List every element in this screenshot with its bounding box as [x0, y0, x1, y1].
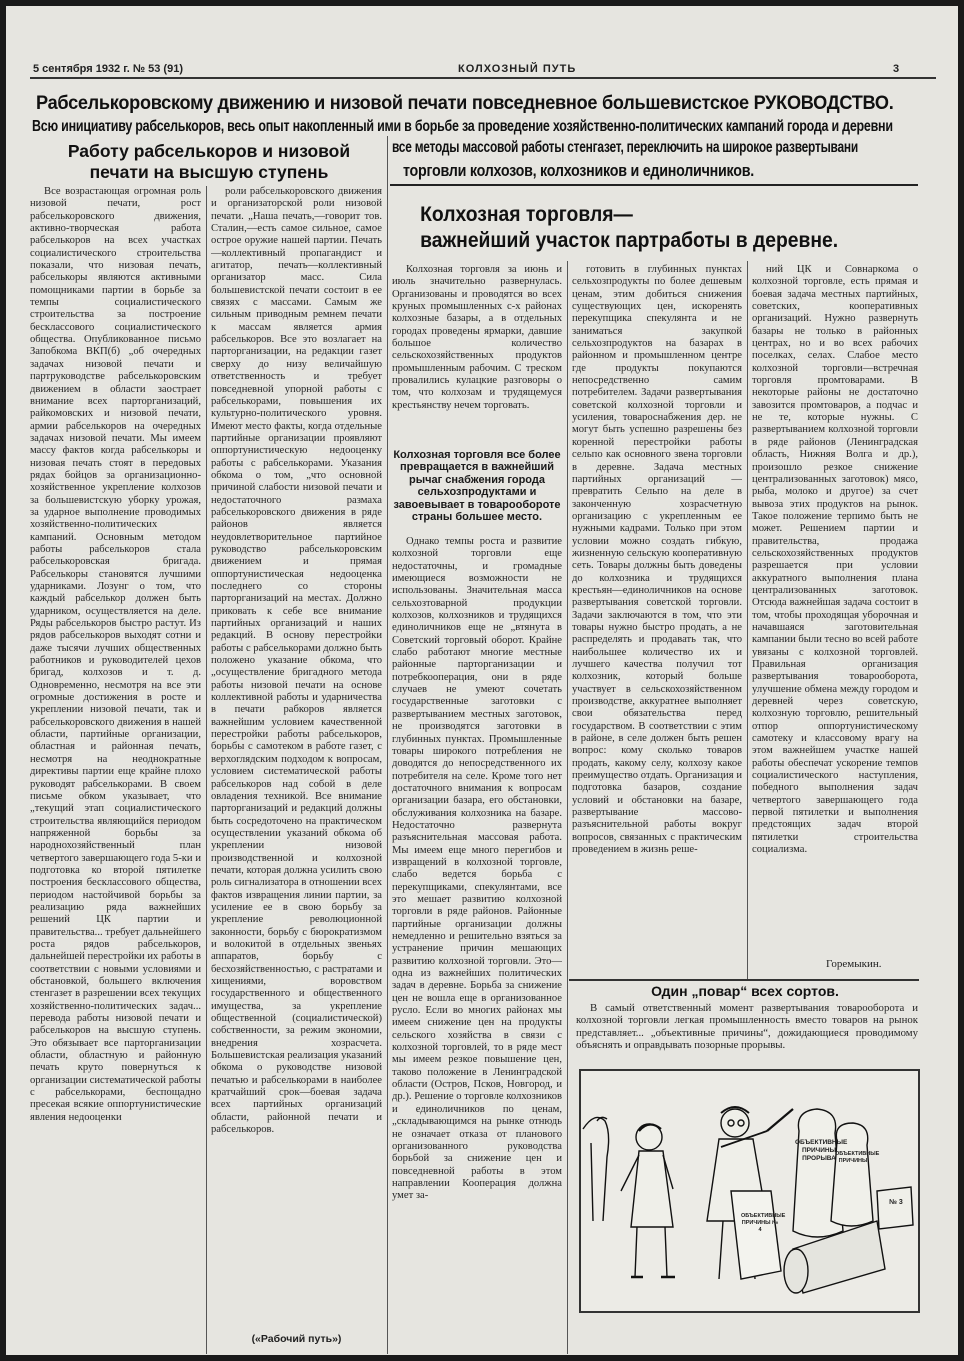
- article3-title: Один „повар“ всех сортов.: [651, 983, 839, 999]
- section-rule: [569, 979, 919, 981]
- cartoon-svg: [581, 1071, 918, 1311]
- article2-title: [398, 202, 876, 254]
- article1-col1-text: Все возрастающая огромная роль низовой печати, рост рабселькоровского движения, активно-творческая работа рабселькоров на всех участках социалистического строительства показали, что низовая печать, рабселькоры являются активными помощниками партии в борьбе за темпы социалистического строительства за построение бесклассового социалистического общества. Опубликованное письмо Запобкома ВКП(б) „об очередных задачах низовой печати и партруководстве рабселькоровским движением в области заострает внимание всех парторганизаций, райкомовских и низовой печати, армии рабселькоров на очередных задачах низовой печати. Мы имеем массу фактов когда рабселькоры и низовая печать стоят в передовых рядах бойцов за организационно-хозяйственное укрепление колхозов за большевистскую уборку урожая, за ударное выполнение проводимых хозяйственно-политических кампаний. Основным методом работы рабселькоров стала рабселькоровская бригада. Рабселькоры становятся лучшими ударниками. Лозунг о том, что каждый рабселькор должен быть ударником, осуществляется на деле. Ряды рабселькоров быстро растут. Из рядов рабселькоров выходят сотни и даже тысячи лучших общественных работников и руководителей цехов бригад, колхозов и т. д. Одновременно, несмотря на все эти огромные достижения в росте и укреплении низовой печати, так и рабселькоровского движения в нашей области, партийные организации, областная и районная печать, несмотря на неоднократные директивы партии еще крайне плохо руководят рабселькорами. В своем письме обком указывает, что „текущий этап социалистического строительства являющийся периодом напряженной борьбы за народнохозяйственный план четвертого завершающего года 5-ки и подготовка ко второй пятилетке построения бесклассового общества, периодом настойчивой борьбы за реализацию ряда важнейших решений ЦК партии и правительства... требует дальнейшего роста рядов рабселькоров, дальнейшей перестройки их работы в соответствии с новыми условиями и обстановкой, большего включения стенгазет в разрешении всех текущих хозяйственно-политических задач... перевода работы низовой печати и рабселькоров на высшую ступень. Это обязывает все парторганизации области, областную и районную печать круто повернуться к организации систематической работы с рабселькорами, беспощадно пресекая всякие оппортунистические явления недооценки: [30, 186, 201, 1123]
- article1-col2-text: роли рабселькоровского движения и организаторской роли низовой печати. „Наша печать,—говорит тов. Сталин,—есть самое сильное, самое острое оружие нашей партии. Печать—коллективный пропагандист и агитатор, печать—коллективный организатор масс. Сила большевистской печати состоит в ее связях с массами. Самым же сильным приводным ремнем печати к массам является армия рабселькоров. Все это возлагает на парторганизации, на редакции газет сверху до низу величайшую ответственность и требует повседневной упорной работы с рабселькорами, повышения их культурно-политического уровня. Имеют место факты, когда отдельные партийные организации проявляют оппортунистическую недооценку работы с рабселькорами. Указания обкома о том, „что основной причиной слабости низовой печати и недостаточного размаха рабселькоровского движения в ряде районов является неудовлетворительное партийное руководство рабселькоровским движением и прямая оппортунистическая недооценка последнего со стороны парторганизаций на местах. Должно приковать к себе все внимание партийных организаций и наших редакций. В основу перестройки работы с рабселькорами должно быть положено указание обкома, что „осуществление бригадного метода работы низовой печати на основе коллективной работы и ударничества в печати рабкоров является важнейшим условием качественной перестройки работы рабселькоров, борьбы с самотеком в работе газет, с верхоглядским подходом к вопросам, условием систематической работы рабселькоров над собой в деле овладения техникой. Все внимание парторганизаций и редакций должны быть сосредоточено на практическом осуществлении указаний обкома об укреплении низовой производственной и колхозной печати, которая должна усилить свою роль сигнализатора в отношении всех фактов извращения линии партии, за усиление ее в свою борьбу за укрепление революционной законности, борьбу с бюрократизмом и волокитой в отдельных звеньях аппаратов, борьбу с бесхозяйственностью, с растратами и хищениями, воровством государственного и общественного имущества, за укрепление общественной (социалистической) собственности, за режим экономии, внедрения хозрасчета. Большевистская реализация указаний обкома о руководстве низовой печатью и рабселькорами в наиболее кратчайший срок—боевая задача всех партийных организаций области, районной печати и рабселькоров.: [211, 186, 382, 1136]
- article2-column-2: [572, 264, 742, 976]
- article2-col3-text: ний ЦК и Совнаркома о колхозной торговле, есть прямая и боевая задача местных партийных, советских, кооперативных организаций. Нужно развернуть базары не только в районных центрах, но и во всех рабочих поселках, селах. Слабое место колхозной торговли—встречная торговля промтоварами. В некоторые районы не достаточно завозится промтоваров, а подчас и не те, которые нужны. С развертыванием колхозной торговли в ряде районов (Ленинградская область, Нижняя Волга и др.), произошло резкое снижение централизованных заготовок) мясо, рыба, молоко и другое) за счет вывоза этих продуктов на рынок. Такое положение терпимо быть не может. Решением партии и правительства, продажа сельскохозяйственных продуктов разрешается при условии аккуратного выполнения плана централизованных заготовок. Отсюда важнейшая задача состоит в том, чтобы проходящая уборочная и начавшаяся заготовительная кампании были тесно во всей работе увязаны с колхозной торговлей. Правильная организация развертывания товарооборота, улучшение обмена между городом и деревней через советскую, колхозную торговлю, решительный отпор оппортунистическому самотеку и классовому врагу на этом важнейшем участке нашей работы обеспечат ускорение темпов социалистического наступления, победного выполнения задач четвертого завершающего года первой пятилетки и выполнения предстоящих задач второй пятилетки строительства социализма.: [752, 264, 918, 856]
- article1-column-2: [211, 186, 382, 1331]
- cartoon-scroll-label: ОБЪЕКТИВНЫЕ ПРИЧИНЫ № 4: [741, 1213, 786, 1233]
- article2-signature: Горемыкин.: [826, 958, 882, 970]
- page-number: 3: [893, 63, 900, 75]
- article2-title-line2: важнейший участок партработы в деревне.: [420, 229, 839, 252]
- column-rule-4: [747, 261, 748, 979]
- banner-headline-1: Рабселькоровскому движению и низовой печати повседневное большевистское РУКОВОДСТВО.: [36, 92, 894, 114]
- article1-title-line2: печати на высшую ступень: [89, 162, 329, 182]
- column-rule-2: [387, 136, 388, 1354]
- article2-column-1-bottom: [392, 536, 562, 1354]
- masthead-rule: [30, 77, 936, 79]
- article2-col2-text: готовить в глубинных пунктах сельхозпродукты по более дешевым ценам, этим добиться снижения существующих цен, искоренять перекупщика спекулянта и не заниматься закупкой сельхозпродуктов на базарах в районном и промышленном центре где продукты покупаются непосредственно самим потребителем. Задачи развертывания советской колхозной торговли и усиления, товароснабжения дер. не могут быть успешно разрешены без коренной перестройки работы сельпо как основного звена торговли в деревне. Задача местных партийных организаций — превратить Сельпо на деле в законченную хозрасчетную организацию с укрепленным ее нужными кадрами. Только при этом условии можно создать гибкую, жизненную сельскую кооперативную сеть. Товары должны быть доведены до колхозника и трудящихся крестьян—единоличников на основе развертывания советской торговли. Задачи заключаются в том, что эти товары нужно быстро продать, а не распределять и продавать так, что наибольшее количество их и лучшего качества получил тот колхозник, который больше участвует в сельскохозяйственном производстве, аккуратнее выполняет свои обязательства перед государством. В соответствии с этим в районе, в селе должен быть решен вопрос: кому сколько товаров продать, какому селу, колхозу какое преимущество отдать. Организация и подготовка базаров, создание условий и обстановки на базаре, развертывание массово-разъяснительной работы вокруг вопросов, связанных с практическим проведением в жизнь реше-: [572, 264, 742, 856]
- cartoon-illustration: [579, 1069, 920, 1313]
- article2-title-line1: Колхозная торговля—: [420, 203, 633, 226]
- cartoon-bag-left-label: ОБЪЕКТИВНЫЕ ПРИЧИНЫ ПРОРЫВА: [795, 1139, 848, 1162]
- cartoon-bag-right-label: ОБЪЕКТИВНЫЕ ПРИЧИНЫ: [835, 1151, 880, 1164]
- cartoon-box-label: № 3: [889, 1199, 903, 1206]
- newspaper-page: [6, 6, 958, 1355]
- article2-col1b-text: Однако темпы роста и развитие колхозной торговли еще недостаточны, и громадные имеющиеся возможности не использованы. Значительная масса сельхозтоварной продукции колхозов, колхозников и трудящихся единоличников еще не „втянута в Советский торговый оборот. Крайне слабо работают многие местные районные парторганизации и потребкооперация, они в ряде случаев не умеют сочетать государственные заготовки с развертыванием местных заготовок, не производятся заготовки в глубинных пунктах. Промышленные товары широкого потребления не доводятся до непосредственного их потребителя на селе. Кроме того нет достаточного внимания к вопросам организации базара, его обстановки, обслуживания колхозника на базаре. Недостаточно развернута разъяснительная массовая работа. Мы имеем еще много перегибов и извращений в колхозной торговле, слабо ведется борьба с перекупщиками, спекулянтами, все это мешает развитию колхозной торговли в ряде районов. Районные партийные организации должны немедленно и решительно взяться за устранение причин мешающих развитию колхозной торговли. Это—одна из важнейших политических задач в деревне. Борьба за снижение цен не вошла еще в организованное русло. Если во многих районах мы имеем снижение цен на продукты сельского хозяйства в связи с колхозной торговлей, то в ряде мест мы имеем резкое повышение цен, таково положение в Ленинградской области (Остров, Псков, Новгород, и др.). Решение о торговле колхозников и единоличников по ценам, „складывающимся на рынке отнюдь не означает отказа от планового организованного руководства борьбой за снижение цен и повседневной работы в этом направлении Кооперация должна умет за-: [392, 536, 562, 1202]
- banner-headline-4: торговли колхозов, колхозников и единоличников.: [403, 161, 754, 180]
- article3-text: [576, 1002, 918, 1064]
- newspaper-name: КОЛХОЗНЫЙ ПУТЬ: [458, 63, 577, 75]
- article1-source: («Рабочий путь»): [251, 1333, 342, 1345]
- article3-body: В самый ответственный момент развертывания товарооборота и колхозной торговли легкая промышленность вместо товаров на рынок представляет... „объективные причины“, дожидающиеся проводимому объяснять и оправдывать позорные прорывы.: [576, 1002, 918, 1052]
- article2-column-3: [752, 264, 918, 954]
- column-rule-1: [206, 186, 207, 1354]
- banner-rule: [390, 184, 918, 186]
- article2-col1a-text: Колхозная торговля за июнь и июль значительно развернулась. Организованы и проводятся во всех круных промышленных с-х районах колхозные базары, а в отдельных городах проведены ярмарки, давшие большое количество сельскохозяйственных продуктов промышленным рабочим. С треском провалились кулацкие разговоры о том, что колхозам и трудящемуся крестьянству нечем торговать.: [392, 264, 562, 411]
- article1-title-line1: Работу рабселькоров и низовой: [67, 141, 351, 161]
- article2-column-1-top: [392, 264, 562, 446]
- article2-highlight: Колхозная торговля все более превращается в важнейший рычаг снабжения города сельхозпродуктами и завоевывает в товарообороте страны большее место.: [393, 449, 561, 524]
- banner-headline-3: все методы массовой работы стенгазет, переключить на широкое развертывани: [392, 139, 858, 156]
- article1-title: [34, 141, 384, 183]
- column-rule-3: [567, 261, 568, 1354]
- issue-date: 5 сентября 1932 г. № 53 (91): [33, 63, 183, 75]
- article1-column-1: [30, 186, 201, 1351]
- banner-headline-2: Всю инициативу рабселькоров, весь опыт накопленный ими в борьбе за проведение хозяйственно-политических кампаний города и деревни: [32, 118, 893, 135]
